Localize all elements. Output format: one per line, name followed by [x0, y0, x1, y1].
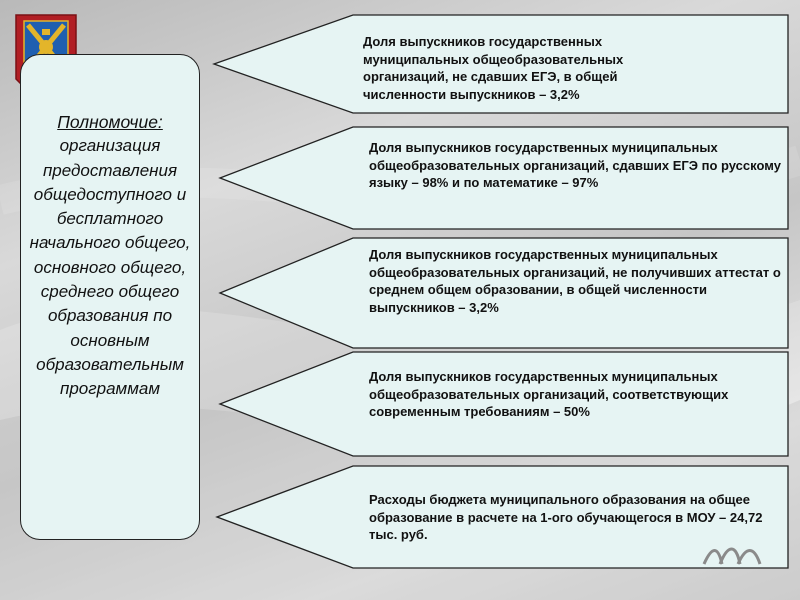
indicator-text-4: Доля выпускников государственных муниципальных общеобразовательных организаций, соответствующих современным требованиям – 50%: [369, 369, 729, 419]
indicator-text-5: Расходы бюджета муниципального образования на общее образование в расчете на 1-ого обучающегося в МОУ – 24,72 тыс. руб.: [369, 492, 763, 542]
indicator-text-2: Доля выпускников государственных муниципальных общеобразовательных организаций, сдавших ЕГЭ по русскому языку – 98% и по математике – 97%: [369, 140, 781, 190]
indicator-text-3: Доля выпускников государственных муниципальных общеобразовательных организаций, не получивших аттестат о среднем общем образовании, в общей численности выпускников – 3,2%: [369, 247, 781, 315]
indicator-text-1: Доля выпускников государственных муниципальных общеобразовательных организаций, не сдавших ЕГЭ, в общей численности выпускников – 3,2%: [363, 34, 624, 102]
decorative-logo-icon: [700, 538, 766, 568]
authority-title: Полномочие:: [57, 112, 163, 132]
authority-description: организация предоставления общедоступного и бесплатного начального общего, основного общего, среднего общего образования по основным образовательным программам: [29, 136, 191, 399]
